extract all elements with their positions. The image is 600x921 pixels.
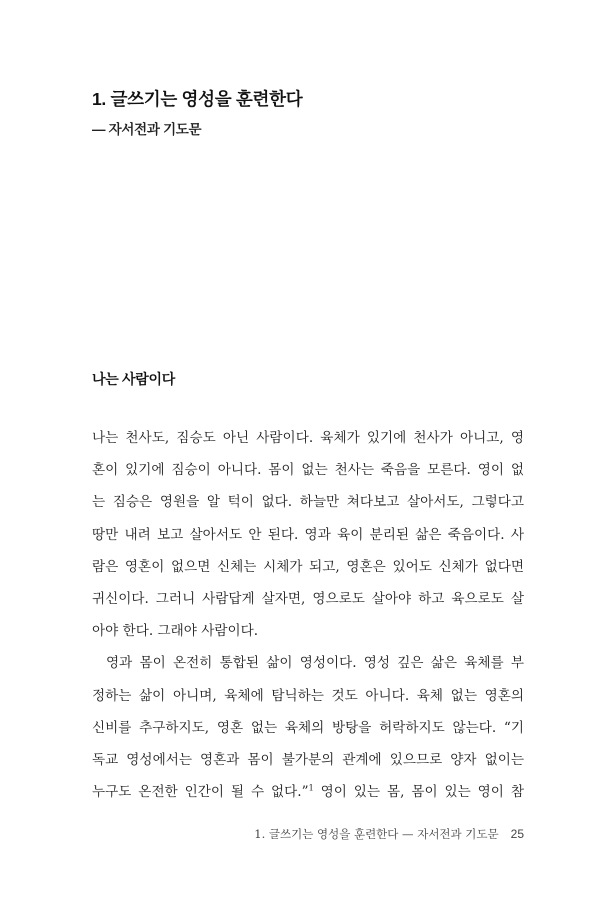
body-line: 신비를 추구하지도, 영혼 없는 육체의 방탕을 허락하지도 않는다. “기 bbox=[92, 719, 524, 736]
section-heading: 나는 사람이다 bbox=[92, 371, 175, 387]
running-footer bbox=[254, 826, 524, 842]
body-line: 나는 천사도, 짐승도 아닌 사람이다. 육체가 있기에 천사가 아니고, 영 bbox=[92, 430, 524, 446]
body-line: 독교 영성에서는 영혼과 몸이 불가분의 관계에 있으므로 양자 없이는 bbox=[92, 751, 524, 768]
body-line: 정하는 삶이 아니며, 육체에 탐닉하는 것도 아니다. 육체 없는 영혼의 bbox=[92, 687, 524, 704]
body-line: 혼이 있기에 짐승이 아니다. 몸이 없는 천사는 죽음을 모른다. 영이 없 bbox=[92, 462, 524, 479]
body-line: 는 짐승은 영원을 알 턱이 없다. 하늘만 쳐다보고 살아서도, 그렇다고 bbox=[92, 494, 524, 511]
body-line-with-footnote bbox=[92, 776, 524, 808]
body-line-start: 누구도 온전한 인간이 될 수 없다.” bbox=[92, 784, 309, 801]
page-number: 25 bbox=[510, 827, 524, 841]
body-line: 귀신이다. 그러니 사람답게 살자면, 영으로도 살아야 하고 육으로도 살 bbox=[92, 590, 524, 607]
body-line: 땅만 내려 보고 살아서도 안 된다. 영과 육이 분리된 삶은 죽음이다. 사 bbox=[92, 526, 524, 543]
body-line: 영과 몸이 온전히 통합된 삶이 영성이다. 영성 깊은 삶은 육체를 부 bbox=[106, 655, 524, 672]
running-title: 1. 글쓰기는 영성을 훈련한다 — 자서전과 기도문 bbox=[254, 827, 499, 841]
body-line: 아야 한다. 그래야 사람이다. bbox=[92, 623, 259, 640]
chapter-subtitle: — 자서전과 기도문 bbox=[92, 122, 202, 137]
body-line-end: 영이 있는 몸, 몸이 있는 영이 참 bbox=[313, 784, 524, 801]
chapter-title: 1. 글쓰기는 영성을 훈련한다 bbox=[92, 89, 303, 109]
body-line: 람은 영혼이 없으면 신체는 시체가 되고, 영혼은 있어도 신체가 없다면 bbox=[92, 558, 524, 575]
body-text bbox=[92, 422, 524, 808]
footnote-marker[interactable]: 1 bbox=[308, 783, 314, 793]
